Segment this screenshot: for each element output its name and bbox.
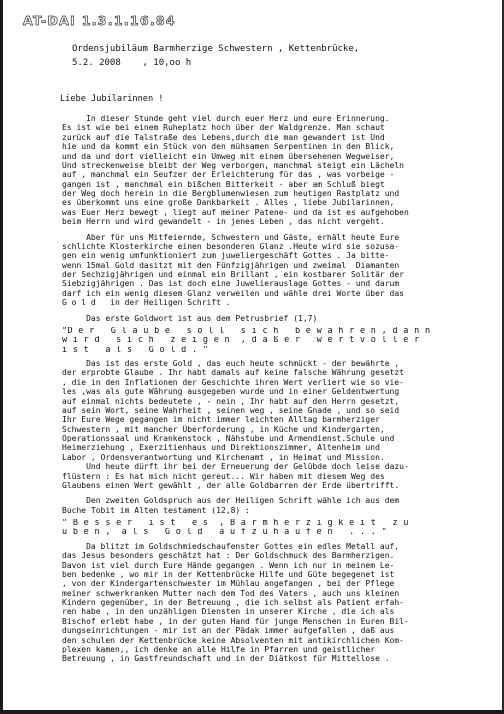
text-line: flüstern : Es hat mich nicht gereut... Wir haben mit diesem Weg des (62, 471, 385, 481)
archive-stamp: AT-DAI 1.3.1.16.84 (23, 13, 176, 28)
text-line: "D e r G l a u b e s o l l s i c h b e w ä h r e n , d a n n (62, 326, 431, 336)
text-line: In dieser Stunde geht viel durch euer Herz und eure Erinnerung. (62, 114, 390, 123)
text-line: ben bedenke , wo mir in der Kettenbrücke Hilfe und Güte begegenet ist (62, 569, 395, 579)
text-line: , von der Kindergartenschwester im Mühlau angefangen , bei der Pflege (62, 579, 395, 589)
text-line: Davon ist viel durch Eure Hände gegangen . Wenn ich nur in meinem Le- (62, 560, 395, 570)
text-line: Den zweiten Goldspruch aus der Heiligen Schrift wähle ich aus dem (62, 496, 400, 506)
salutation: Liebe Jubilarinnen ! (60, 94, 164, 104)
text-line: gangen ist , manchmal ein bißchen Bitterkeit - aber am Schluß biegt (62, 179, 385, 189)
text-line: Heimerziehung , Exerzitienhaus und Direktionszimmer, Altenheim und (62, 443, 380, 453)
text-line: Das erste Goldwort ist aus dem Petrusbrief (1,7) (62, 313, 318, 323)
text-line: Das ist das erste Gold , das euch heute schmückt - der bewährte , (62, 359, 400, 368)
scan-edge-bottom (0, 710, 504, 714)
text-line: Bischof erlebt habe , in der guten Hand für junge Menschen in Euren Bil- (62, 616, 409, 626)
text-line: Aber für uns Mitfeiernde, Schwestern und Gäste, erhält heute Eure (62, 232, 400, 242)
header-occasion: Ordensjubiläum Barmherzige Schwestern , Kettenbrücke, (72, 44, 360, 54)
text-line: ü b e n , a l s G o l d a u f z u h ä u f e n . . . " (62, 528, 388, 538)
text-line: Operationssaal und Krankenstock , Nähstube und Armendienst.Schule und (62, 434, 395, 443)
scripture-quote (62, 519, 492, 538)
text-line: plexen kamen,, ich denke an alle Hilfe in Pfarren und geistlicher (62, 644, 376, 654)
text-line: auf , manchmal ein Seufzer der Erleichterung für das , was vorbeige - (62, 170, 395, 180)
text-line: Schwestern , mit mancher Überforderung , in Küche und Kindergarten, (62, 424, 385, 434)
header-date: 5.2. 2008 , 10,oo h (72, 58, 192, 68)
sermon-body (62, 114, 492, 664)
text-line: zurück auf die Talstraße des Lebens,durch die man gewandert ist Und (62, 132, 385, 142)
text-line: den schulen der Kettenbrücke keine Absolventen mit antikirchlichen Kom- (62, 635, 404, 645)
paragraph (62, 542, 492, 664)
text-line: und da und dort vielleicht ein Umweg mit einem übersehenen Wegweiser, (62, 151, 395, 161)
paragraph (62, 496, 492, 515)
text-line: , die in den Inflationen der Geschichte ihren Wert verliert wie so vie- (62, 377, 404, 387)
paragraph (62, 114, 492, 227)
paragraph (62, 314, 492, 323)
text-line: wenn 15mal Gold dasitzt mit den Fünfzigjährigen und zweimal Diamanten (62, 260, 400, 270)
text-line: der Weg doch herein in die Bergblumenwiesen zum heutigen Rastplatz und (62, 189, 400, 198)
text-line: ren habe , in den unzähligen Diensten in unserer Kirche , die ich als (62, 607, 395, 617)
text-line: Siebzigjährigen . Das ist doch eine Juwelierauslage Gottes - und darum (62, 279, 400, 289)
text-line: Und streckenweise bleibt der Weg verborgen, manchmal steigt ein Lächeln (62, 160, 404, 170)
text-line: dungseinrichtungen - mir ist an der Pädak immer aufgefallen , daß aus (62, 626, 395, 636)
text-line: der Sechzigjährigen und einmal ein Brillant , ein kostbarer Solitär der (62, 270, 404, 279)
paragraph (62, 233, 492, 308)
text-line: hie und da kommt ein Stück von den mühsamen Serpentinen in den Blick, (62, 142, 395, 152)
text-line: Kindern gegenüber, in der Betreuung , die ich selbst als Patient erfah- (62, 598, 404, 607)
text-line: " B e s s e r i s t e s , B a r m h e r z i g k e i t z u (62, 519, 409, 528)
text-line: Glaubens einen Wert gewählt , der alle Goldbarren der Erde übertrifft. (62, 480, 400, 490)
text-line: beim Herrn und wird gewandelt - in jenes Leben , das nicht vergeht. (62, 217, 385, 227)
text-line: Ihr Eure Wege gegangen im nicht immer leichten Alltag barmherziger (62, 415, 380, 425)
text-line: der erprobte Glaube . Ihr habt damals auf keine falsche Währung gesetzt (62, 368, 404, 378)
text-line: w i r d s i c h z e i g e n , d a ß e r w e r t v o l l e r (62, 336, 420, 346)
text-line: Da blitzt im Goldschmiedschaufenster Gottes ein edles Metall auf, (62, 541, 400, 551)
text-line: Labor , Ordensverantwortung und Kirchenamt , in Heimat und Mission. (62, 452, 385, 462)
text-line: darf ich ein wenig diesem Glanz verweilen und wähle drei Worte über das (62, 288, 404, 298)
text-line: Und heute dürft ihr bei der Erneuerung der Gelübde doch leise dazu- (62, 462, 409, 472)
text-line: schlichte Klosterkirche einen besonderen Glanz .Heute wird sie sozusa- (62, 241, 400, 251)
scripture-quote (62, 327, 492, 355)
text-line: les ,was als gute Währung ausgegeben wurde und in einer Geldentwertung (62, 387, 400, 397)
text-line: meiner schwerkranken Mutter nach dem Tod des Vaters , auch uns kleinen (62, 588, 400, 598)
text-line: Buche Tobit im Alten testament (12,8) : (62, 505, 250, 515)
text-line: gen ein wenig umfunktioniert zum juweliergeschäft Gottes . Ja bitte- (62, 251, 390, 261)
scan-edge-left (0, 0, 3, 714)
text-line: auf sein Wort, seine Wahrheit , seinen weg , seine Gnade , und so seid (62, 405, 400, 415)
paragraph (62, 359, 492, 490)
text-line: Es ist wie bei einem Ruheplatz hoch über der Waldgrenze. Man schaut (62, 123, 385, 133)
text-line: Betreuung , in Gastfreundschaft und in der Diätkost für Mittellose . (62, 654, 390, 664)
text-line: G o l d in der Heiligen Schrift . (62, 298, 231, 308)
text-line: i s t a l s G o l d . " (62, 345, 209, 355)
text-line: was Euer Herz bewegt , liegt auf meiner Patene- und da ist es aufgehoben (62, 207, 409, 217)
text-line: auf einmal nichts bedeutete , - nein , Ihr habt auf den Herrn gesetzt, (62, 396, 400, 406)
text-line: es überkommt uns eine große Dankbarkeit . Alles , liebe Jubilarinnen, (62, 198, 395, 208)
text-line: das Jesus besonders geschätzt hat : Der Goldschmuck des Barmherzigen. (62, 551, 395, 561)
